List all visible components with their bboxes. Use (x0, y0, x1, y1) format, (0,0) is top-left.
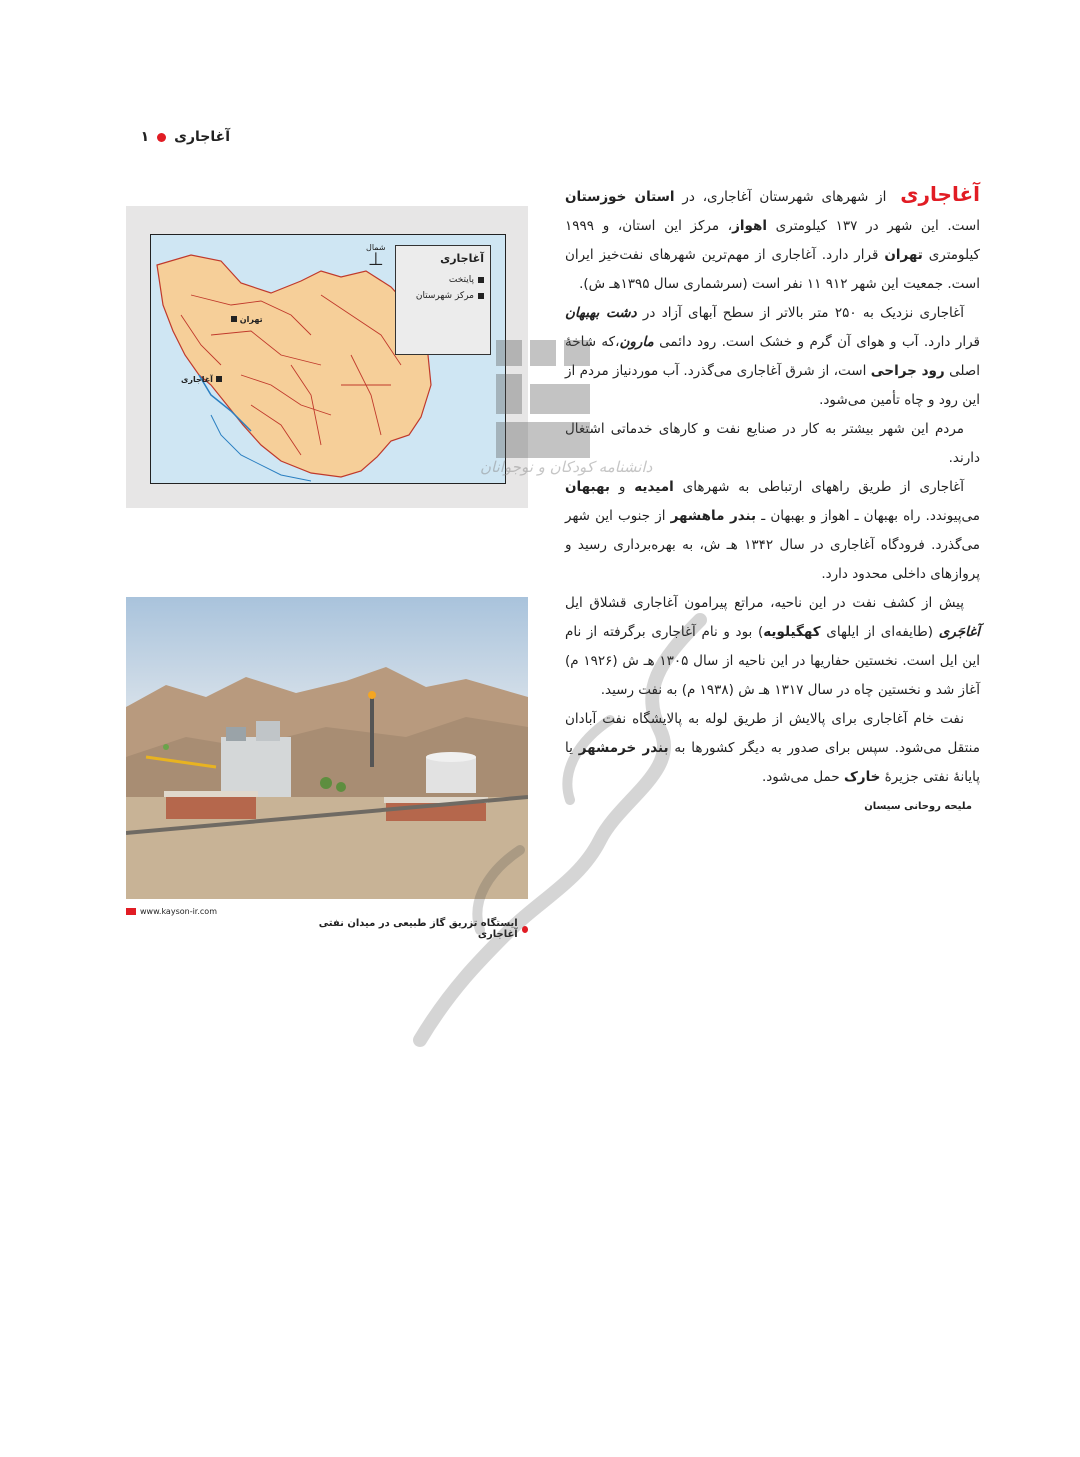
capital-square-icon (478, 277, 484, 283)
north-arrow-icon: ⊥ (367, 249, 384, 270)
photo-caption-text: ایستگاه تزریق گاز طبیعی در میدان نفتی آغاجاری (318, 918, 518, 940)
paragraph-2: آغاجاری نزدیک به ۲۵۰ متر بالاتر از سطح آبهای آزاد در دشت بهبهان قرار دارد. آب و هوای آن گرم و خشک است. رود دائمی مارون،که شاخهٔ اصلی رود جراحی است، از شرق آغاجاری می‌گذرد. آب موردنیاز مردم از این رود و چاه تأمین می‌شود. (565, 305, 980, 408)
county-square-icon (478, 293, 484, 299)
watermark-text: دانشنامه کودکان و نوجوانان (480, 458, 653, 476)
city-aghajari (181, 375, 222, 384)
paragraph-4: آغاجاری از طریق راههای ارتباطی به شهرهای امیدیه و بهبهان می‌پیوندد. راه بهبهان ـ اهواز و بهبهان ـ بندر ماهشهر از جنوب این شهر می‌گذرد. فرودگاه آغاجاری در سال ۱۳۴۲ هـ ش، به بهره‌برداری رسید و پروازهای داخلی محدود دارد. (565, 479, 980, 582)
header-dot-icon (157, 133, 166, 142)
page-header-title: آغاجاری (174, 129, 230, 145)
north-label: شمال (366, 243, 386, 252)
city-aghajari-label: آغاجاری (181, 375, 213, 384)
iran-map (150, 234, 506, 484)
credit-logo-icon (126, 908, 136, 915)
legend-capital (402, 275, 484, 285)
legend-county-label: مرکز شهرستان (415, 291, 474, 301)
city-tehran-label: تهران (239, 315, 263, 324)
paragraph-1: آغاجاری از شهرهای شهرستان آغاجاری، در استان خوزستان است. این شهر در ۱۳۷ کیلومتری اهواز، مرکز این استان، و ۱۹۹۹ کیلومتری تهران قرار دارد. آغاجاری از مهم‌ترین شهرهای نفت‌خیز ایران است. جمعیت این شهر ۹۱۲ ۱۱ نفر است (سرشماری سال ۱۳۹۵هـ ش). (565, 182, 980, 292)
page-header (120, 124, 230, 150)
legend-capital-label: پایتخت (448, 275, 474, 285)
paragraph-6: نفت خام آغاجاری برای پالایش از طریق لوله به پالایشگاه نفت آبادان منتقل می‌شود. سپس برای صدور به دیگر کشورها به بندر خرمشهر یا پایانهٔ نفتی جزیرهٔ خارک حمل می‌شود. (565, 711, 980, 785)
watermark-logo-icon (486, 330, 608, 470)
author-name: ملیحه روحانی سیسان (864, 801, 972, 812)
legend-title: آغاجاری (440, 252, 484, 265)
city-tehran (231, 315, 263, 324)
photo-credit-text: www.kayson-ir.com (140, 906, 217, 916)
map-legend (395, 245, 491, 355)
county-marker-icon (216, 376, 222, 382)
paragraph-5: پیش از کشف نفت در این ناحیه، مراتع پیرامون آغاجاری قشلاق ایل آغاجَری (طایفه‌ای از ایلهای کهگیلویه) بود و نام آغاجاری برگرفته از نام این ایل است. نخستین حفاریها در این ناحیه از سال ۱۳۰۵ هـ ش (۱۹۲۶ م) آغاز شد و نخستین چاه در سال ۱۳۱۷ هـ ش (۱۹۳۸ م) به نفت رسید. (565, 595, 980, 698)
watermark-calligraphy-icon (360, 600, 740, 1060)
page-number: ۱ (140, 129, 150, 145)
legend-county (402, 291, 484, 301)
map-figure (126, 206, 528, 508)
capital-marker-icon (231, 316, 237, 322)
paragraph-3: مردم این شهر بیشتر به کار در صنایع نفت و کارهای خدماتی اشتغال دارند. (565, 421, 980, 466)
north-arrow (366, 243, 386, 268)
article-title: آغاجاری (900, 182, 980, 206)
